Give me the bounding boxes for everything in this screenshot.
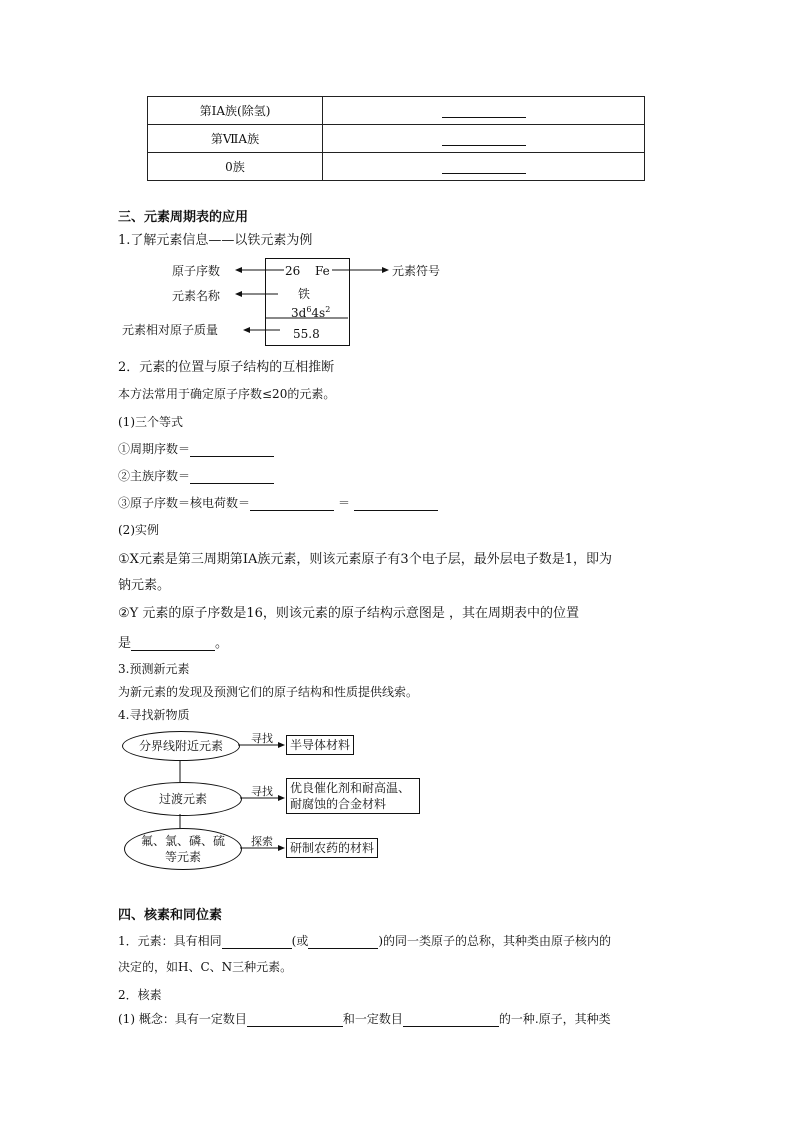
paragraph-text: 的一种.原子，其种类 (498, 1012, 611, 1026)
arrow-label: 寻找 (251, 732, 273, 745)
equation-text: ③原子序数＝核电荷数＝ (118, 496, 251, 510)
flow-node-line: 氟、氯、磷、硫 (140, 833, 225, 848)
answer-blank (222, 934, 292, 949)
paragraph-text: 和一定数目 (342, 1012, 403, 1026)
equation-text: ①周期序数＝ (118, 442, 191, 456)
flow-output-alloy (286, 778, 420, 814)
item-title: 3.预测新元素 (118, 662, 190, 676)
equation-text: ＝ (338, 496, 351, 510)
section-heading: 三、元素周期表的应用 (118, 210, 249, 225)
paragraph-text: 决定的，如H、C、N三种元素。 (118, 960, 293, 974)
arrow-label: 探索 (251, 835, 273, 848)
config-sup: 6 (306, 305, 312, 314)
flow-output-line: 优良催化剂和耐高温、 (290, 781, 411, 795)
equation-text: ②主族序数＝ (118, 469, 191, 483)
flow-node-boundary-elements: 分界线附近元素 (122, 731, 240, 761)
table-cell-label: 第ⅠA族(除氢) (148, 97, 323, 125)
config-sup: 2 (325, 305, 331, 314)
element-symbol: Fe (315, 264, 330, 278)
flow-output-line: 耐腐蚀的合金材料 (290, 797, 387, 812)
flow-node-transition-elements: 过渡元素 (124, 782, 242, 816)
flow-output-pesticide: 研制农药的材料 (286, 838, 378, 858)
label-element-name: 元素名称 (172, 289, 221, 303)
paragraph-text: (1) 概念：具有一定数目 (118, 1012, 247, 1026)
item-title: 4.寻找新物质 (118, 708, 190, 722)
paragraph (118, 932, 611, 949)
arrow-label: 寻找 (251, 785, 273, 798)
answer-blank (403, 1012, 499, 1027)
table-cell-label: 0族 (148, 153, 323, 181)
config-base: 3d (291, 306, 307, 320)
note-text: 本方法常用于确定原子序数≤20的元素。 (118, 387, 336, 401)
section-heading: 四、核素和同位素 (118, 908, 223, 923)
atomic-mass: 55.8 (293, 327, 320, 341)
example-text: ②Y 元素的原子序数是16，则该元素的原子结构示意图是 ，其在周期表中的位置 (118, 606, 580, 621)
paragraph (118, 1010, 611, 1027)
label-relative-mass: 元素相对原子质量 (122, 323, 219, 337)
sub-title: (1)三个等式 (118, 415, 183, 429)
flow-output-semiconductor: 半导体材料 (286, 735, 354, 755)
example-text-part: 是 (118, 636, 132, 651)
item-title: 1.了解元素信息——以铁元素为例 (118, 233, 313, 248)
answer-blank (308, 934, 378, 949)
paragraph-text: 1．元素：具有相同 (118, 934, 222, 948)
flow-node-line: 等元素 (164, 850, 201, 864)
example-text: 钠元素。 (118, 578, 171, 593)
config-mid: 4s (311, 306, 326, 320)
sub-title: (2)实例 (118, 523, 159, 537)
example-text: ①X元素是第三周期第ⅠA族元素，则该元素原子有3个电子层，最外层电子数是1，即为 (118, 552, 612, 567)
label-symbol: 元素符号 (392, 264, 441, 278)
paragraph-text: (或 (291, 934, 309, 948)
element-name: 铁 (298, 287, 311, 301)
label-atomic-number: 原子序数 (172, 264, 221, 278)
item-title: 2．元素的位置与原子结构的互相推断 (118, 360, 335, 375)
table-cell-label: 第ⅦA族 (148, 125, 323, 153)
paragraph-text: )的同一类原子的总称，其种类由原子核内的 (378, 934, 612, 948)
paragraph-text: 2．核素 (118, 988, 162, 1002)
example-text-part: 。 (215, 636, 229, 651)
flow-node-nonmetal-elements (124, 828, 242, 870)
item-text: 为新元素的发现及预测它们的原子结构和性质提供线索。 (118, 685, 419, 699)
answer-blank (247, 1012, 343, 1027)
atomic-number: 26 (285, 264, 301, 278)
